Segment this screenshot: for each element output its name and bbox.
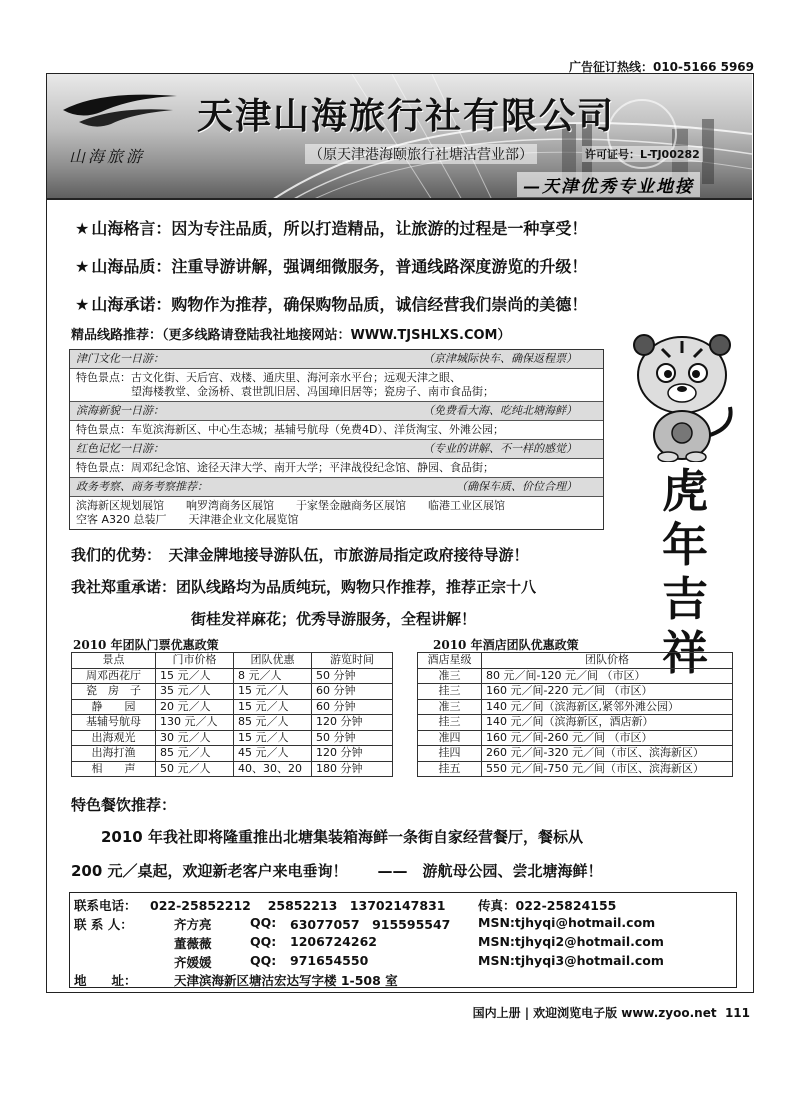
route-sights: 特色景点：车览滨海新区、中心生态城；基辅号航母（免费4D）、洋货淘宝、外滩公园； (70, 421, 603, 440)
table-row: 基辅号航母 130 元／人 85 元／人 120 分钟 (72, 715, 393, 731)
company-former-name: （原天津港海颐旅行社塘沽营业部） (305, 144, 537, 164)
page-number: 111 (724, 1006, 750, 1020)
advantage-line: 我们的优势： 天津金牌地接导游队伍，市旅游局指定政府接待导游！ (71, 546, 529, 564)
contact-box: 联系电话： 022-25852212 25852213 13702147831 传真：022-25824155 联 系 人： 齐方亮 QQ: 63077057 915595547 MSN:tjhyqi@hotmail.com 董薇薇 QQ: 1206724262 MSN:tjhyqi2@hotmail.com 齐媛媛 QQ: 971654550 MSN:tjhyqi3@hotmail.com 地 址： 天津滨海新区塘沽宏达写字楼 1-508 室 (69, 892, 737, 988)
routes-box (69, 349, 604, 530)
footer-separator: | (524, 1006, 530, 1020)
star-icon: ★ (75, 219, 90, 238)
table-row: 相 声 50 元／人 40、30、20 180 分钟 (72, 761, 393, 777)
route-header: 津门文化一日游： （京津城际快车、确保返程票） (70, 350, 603, 369)
tiger-mascot-icon (622, 327, 742, 462)
table-header-row: 景点 门市价格 团队优惠 游览时间 (72, 653, 393, 669)
ad-hotline: 广告征订热线：010-5166 5969 (568, 60, 754, 74)
table-row: 挂三 140 元／间（滨海新区，酒店新） (418, 715, 733, 731)
dining-title: 特色餐饮推荐： (71, 796, 177, 814)
dining-line: 2010 年我社即将隆重推出北塘集装箱海鲜一条街自家经营餐厅，餐标从 (71, 828, 583, 846)
promise-line-cont: 街桂发祥麻花；优秀导游服务，全程讲解！ (191, 610, 477, 628)
tiger-year-slogan: 虎 年 吉 祥 (662, 464, 708, 680)
table-row: 出海观光 30 元／人 15 元／人 50 分钟 (72, 730, 393, 746)
routes-title: 精品线路推荐：（更多线路请登陆我社地接网站：WWW.TJSHLXS.COM） (71, 328, 511, 343)
motto-line: ★ 山海承诺：购物作为推荐，确保购物品质，诚信经营我们崇尚的美德！ (75, 295, 588, 314)
license-number: 许可证号：L-TJ00282 (582, 146, 703, 162)
table-row: 出海打渔 85 元／人 45 元／人 120 分钟 (72, 746, 393, 762)
route-header: 红色记忆一日游： （专业的讲解、不一样的感觉） (70, 440, 603, 459)
motto-line: ★ 山海格言：因为专注品质，所以打造精品，让旅游的过程是一种享受！ (75, 219, 588, 238)
ticket-table (71, 652, 393, 777)
table-row: 瓷 房 子 35 元／人 15 元／人 60 分钟 (72, 684, 393, 700)
promise-line: 我社郑重承诺：团队线路均为品质纯玩，购物只作推荐，推荐正宗十八 (71, 578, 537, 596)
dining-line: 200 元／桌起，欢迎新老客户来电垂询！ —— 游航母公园、尝北塘海鲜！ (71, 862, 603, 880)
logo-text: 山海旅游 (69, 147, 146, 166)
table-row: 准四 160 元／间-260 元／间 （市区） (418, 730, 733, 746)
hotel-table (417, 652, 733, 777)
slogan: —天津优秀专业地接 (517, 172, 700, 197)
table-row: 准三 140 元／间（滨海新区,紧邻外滩公园） (418, 699, 733, 715)
table-row: 准三 80 元／间-120 元／间 （市区） (418, 668, 733, 684)
motto-line: ★ 山海品质：注重导游讲解，强调细微服务，普通线路深度游览的升级！ (75, 257, 588, 276)
table-row: 挂三 160 元／间-220 元／间 （市区） (418, 684, 733, 700)
table-row: 周邓西花厅 15 元／人 8 元／人 50 分钟 (72, 668, 393, 684)
route-header: 政务考察、商务考察推荐： （确保车质、价位合理） (70, 478, 603, 497)
star-icon: ★ (75, 295, 90, 314)
route-sights: 特色景点：古文化街、天后宫、戏楼、通庆里、海河亲水平台；远观天津之眼、 望海楼教堂、金汤桥、袁世凯旧居、冯国璋旧居等；瓷房子、南市食品街； (70, 369, 603, 402)
star-icon: ★ (75, 257, 90, 276)
hotel-table-title: 2010 年酒店团队优惠政策 (433, 638, 579, 652)
table-row: 静 园 20 元／人 15 元／人 60 分钟 (72, 699, 393, 715)
page-frame (46, 73, 754, 993)
banner (47, 74, 752, 200)
table-row: 挂五 550 元／间-750 元／间（市区、滨海新区） (418, 761, 733, 777)
route-sights: 滨海新区规划展馆 响罗湾商务区展馆 于家堡金融商务区展馆 临港工业区展馆 空客 A320 总装厂 天津港企业文化展览馆 (76, 499, 505, 526)
table-row: 挂四 260 元／间-320 元／间（市区、滨海新区） (418, 746, 733, 762)
table-header-row: 酒店星级 团队价格 (418, 653, 733, 669)
ticket-table-title: 2010 年团队门票优惠政策 (73, 638, 219, 652)
route-sights: 特色景点：周邓纪念馆、途径天津大学、南开大学；平津战役纪念馆、静园、食品街； (70, 459, 603, 478)
logo-icon (61, 88, 179, 132)
company-name: 天津山海旅行社有限公司 (197, 96, 616, 137)
route-header: 滨海新貌一日游： （免费看大海、吃纯北塘海鲜） (70, 402, 603, 421)
page-footer: 国内上册 | 欢迎浏览电子版 www.zyoo.net 111 (472, 1006, 750, 1020)
